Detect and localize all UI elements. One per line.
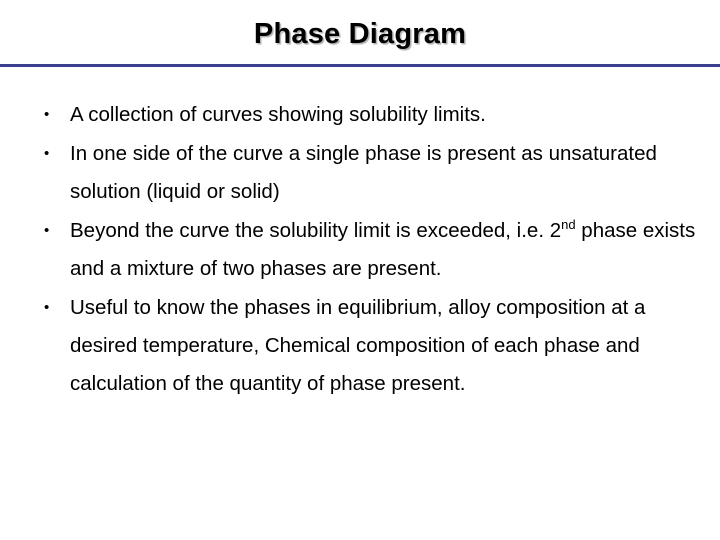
bullet-item [42, 96, 702, 134]
bullet-icon: • [44, 145, 50, 162]
bullet-list [42, 96, 702, 404]
ordinal-superscript: nd [561, 217, 576, 232]
bullet-text-after: phase exists and a mixture of two phases are present. [70, 219, 696, 280]
bullet-text: In one side of the curve a single phase is present as unsaturated solution (liquid or solid) [70, 142, 657, 203]
slide-title: Phase Diagram [253, 18, 467, 50]
bullet-text-before: Beyond the curve the solubility limit is exceeded, i.e. 2 [70, 219, 562, 242]
bullet-item [42, 289, 702, 403]
title-underline [0, 64, 720, 67]
bullet-item [42, 212, 702, 288]
bullet-text: A collection of curves showing solubility limits. [70, 103, 486, 126]
bullet-icon: • [44, 222, 50, 239]
bullet-text: Useful to know the phases in equilibrium, alloy composition at a desired temperature, Chemical composition of each phase and calculation of the quantity of phase present. [70, 296, 646, 395]
bullet-item [42, 135, 702, 211]
bullet-icon: • [44, 299, 50, 316]
bullet-icon: • [44, 106, 50, 123]
